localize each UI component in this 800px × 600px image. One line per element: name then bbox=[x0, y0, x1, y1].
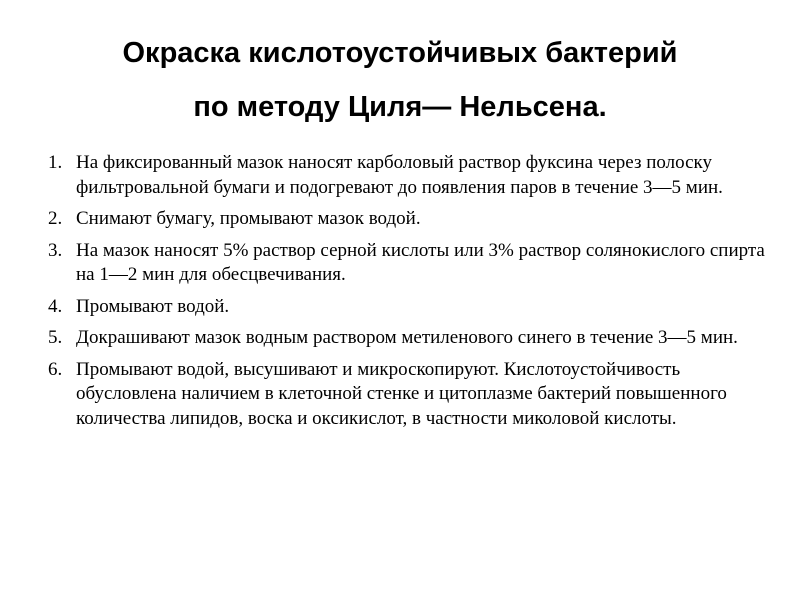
step-item-1 bbox=[48, 151, 768, 200]
step-item-4 bbox=[48, 295, 768, 320]
step-item-3 bbox=[48, 239, 768, 288]
step-number: 5. bbox=[48, 327, 63, 348]
step-text: Промывают водой. bbox=[76, 295, 230, 317]
step-number: 3. bbox=[48, 239, 63, 261]
step-text: Промывают водой, высушивают и микроскопируют. Кислотоустойчивость обусловлена наличием в клеточной стенке и цитоплазме бактерий повышенного количества липидов, воска и оксикислот, в частности миколовой кислоты. bbox=[76, 358, 727, 429]
step-text: На фиксированный мазок наносят карболовый раствор фуксина через полоску фильтровальной бумаги и подогревают до появления паров в течение 3—5 мин. bbox=[76, 152, 723, 198]
step-number: 2. bbox=[48, 208, 63, 229]
step-number: 4. bbox=[48, 295, 63, 317]
slide-title bbox=[40, 26, 760, 134]
step-text: На мазок наносят 5% раствор серной кислоты или 3% раствор солянокислого спирта на 1—2 мин для обесцвечивания. bbox=[76, 239, 765, 285]
slide-title-line-2: по методу Циля— Нельсена. bbox=[193, 91, 607, 123]
step-item-2 bbox=[48, 207, 768, 232]
step-number: 6. bbox=[48, 358, 63, 380]
step-item-5 bbox=[48, 326, 768, 351]
step-number: 1. bbox=[48, 152, 63, 173]
slide-title-line-1: Окраска кислотоустойчивых бактерий bbox=[122, 37, 678, 69]
step-text: Снимают бумагу, промывают мазок водой. bbox=[76, 208, 421, 229]
step-text: Докрашивают мазок водным раствором метиленового синего в течение 3—5 мин. bbox=[76, 327, 738, 348]
steps-list bbox=[48, 151, 768, 438]
step-item-6 bbox=[48, 358, 768, 432]
